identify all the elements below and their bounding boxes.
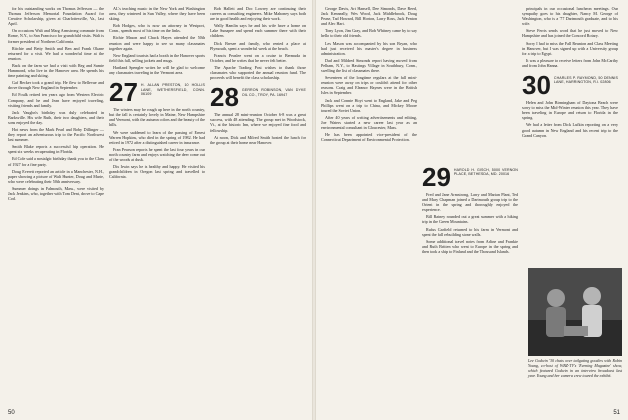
paragraph: He has been appointed vice-president of the Connecticut Department of Environmental Protection. [321,132,417,143]
paragraph: Rufus Garfield returned to his farm in Vermont and spent the fall rebuilding stone walls. [422,226,518,237]
paragraph: The winters may be rough up here in the north country, but the fall is certainly lovely in Maine, New Hampshire and Vermont, with the autumn colors and the beauty of the hills. [109,107,205,128]
paragraph: Some additional travel notes from Arline and Frankie and Ruth Britten who went to Europe in the spring and then took a ship to Finland and the Thousand Islands. [422,238,518,254]
paragraph: AL's teaching music in the New York and Washington area, they wintered in Sun Valley, where they have been skiing. [109,6,205,22]
paragraph: Hartland Spengler writes he will be glad to welcome any classmates traveling in the Vermont area. [109,64,205,76]
page-number: 50 [8,410,15,416]
right-page [315,0,628,420]
paragraph: Bob Hallett and Doc Lowrey are continuing their careers as consulting engineers. Mike Mahoney says both are in good health and enjoying their work. [210,6,306,22]
photo-caption: Lee Godwin '30 chats over tailgating goodies with Robin Young, co-host of WBZ-TV's 'Evening Magazine' show, which featured Godwin in an interview broadcast last year. Young and her camera crew toured the exhibit. [528,358,622,378]
class-30-header [522,70,618,101]
paragraph: Hot news from the Mark Pearl and Boby Dillinger — they report an adventurous trip to the Pacific Northwest last summer. [8,126,104,143]
class-28-header [210,82,306,113]
paragraph: Seventeen of the longtime regulars at the fall mini-reunion were away on trips or couldn't attend for other reasons. Craig and Eleanor Haynes were in the British Isles in September. [321,75,417,96]
photo-illustration [528,268,622,356]
paragraph: We were saddened to learn of the passing of Ernest Warren Hopkins, who died in the spring of 1982. He had retired in 1972 after a distinguished career in insurance. [109,129,205,145]
paragraph: for his outstanding works on Thomas Jefferson — the Thomas Jefferson Memorial Foundation Award for Creative Scholarship, given at Charlottesville, Va., last April. [8,6,104,27]
paragraph: Ed Foulk retired ten years ago from Western Electric Company, and he and Jean have enjoyed traveling, visiting friends and family. [8,92,104,108]
reunion-photo [528,268,622,356]
paragraph: We had a letter from Dick Lufkin reporting on a very good autumn in New England and his recent trip to the Grand Canyon. [522,122,618,138]
paragraph: Wally Hamlin says he and his wife have a home on Lake Sunapee and spend each summer there with their children. [210,23,306,39]
paragraph: Bob Hodges, who is now an attorney in Westport, Conn., spends most of his time on the links. [109,23,205,34]
paragraph: Ritchie and Betty Smith and Ben and Frank Okane returned for a visit. We had a wonderful time at the reunion. [8,45,104,61]
paragraph: Jack and Connie Hoyt went to England, Jake and Peg Phillips went on a trip to China, and Mickey Moore toured the Soviet Union. [321,97,417,113]
class-year: 28 [210,82,239,113]
class-secretary: H. ALLAN PRESTON, 10 HOLLIS LANE, WETHERSFIELD, CONN. 06109 [140,83,205,96]
paragraph: Dix Irwin says he is healthy and happy. He visited his grandchildren in Oregon last spring and travelled to California. [109,164,205,180]
paragraph: The Apache Trading Post wishes to thank those classmates who supported the annual reunion fund. The proceeds will benefit the class scholarship. [210,64,306,81]
left-col-2 [109,6,205,404]
paragraph: On occasions Walt and Marg Armstrong commute from Rome, N.Y., to San Francisco for grandchild visits. Walt is former president of Northern California. [8,28,104,44]
paragraph: Jack Vaughn's birthday was duly celebrated in Barksville. His wife Ruth, their two daughters, and their sons enjoyed the day. [8,109,104,125]
paragraph: Fred and Jane Armstrong, Larry and Marian Plant, Ted and Mary Chapman joined a Dartmouth group trip to the Orient in the spring and thoroughly enjoyed the experience. [422,192,518,213]
paragraph: It was a pleasure to receive letters from John McCarthy and from John Hanna. [522,57,618,68]
paragraph: Francis Peaslee went on a cruise to Bermuda in October, and he writes that he never felt better. [210,52,306,63]
paragraph: principals in our occasional luncheon meetings. Our sympathy goes to his daughter, Nancy M. George of Washington, who is a '77 Dartmouth graduate, and to his wife. [522,6,618,27]
class-secretary: HAROLD H. GISCH, 5000 VERNON PLACE, BETHESDA, MD. 20016 [453,168,518,177]
paragraph: Summer doings in Falmouth, Mass., were visited by Jack Jenkins, who, together with Tom Dent, drove to Cape Cod. [8,185,104,202]
class-year: 27 [109,77,138,108]
paragraph: Dad and Mildred Simonds report having moved from Pelham, N.Y., to Hastings Village in Southbury, Conn., swelling the list of classmates there. [321,57,417,74]
page-number: 51 [613,410,620,416]
paragraph: After 40 years of writing advertisements and editing, Joe Waters started a new career last year as an environmental consultant in Gloucester, Mass. [321,114,417,130]
paragraph: Smith Blake reports a successful hip operation. He spent six weeks recuperating in Florida. [8,144,104,155]
paragraph: At noon, Dick and Milred Smith hosted the lunch for the group at their home near Hanover. [210,134,306,145]
class-year: 29 [422,162,451,192]
class-year: 30 [522,70,551,101]
paragraph: Gaf Becker took a grand trip. He flew to Bellevue and drove through New England in September. [8,80,104,91]
right-col-2 [422,6,518,404]
paragraph: Tony Lyon, Jim Gray, and Bob Whitney came by to say hello to their old friends. [321,28,417,39]
paragraph: Les Mason was accompanied by his son Bryan, who had just received his master's degree in business administration. [321,40,417,56]
paragraph: Back on the farm we had a visit with Reg and Sumie Hammond, who live in the Hanover area. He spends his time painting and skiing. [8,62,104,79]
left-col-3 [210,6,306,404]
paragraph: Sorry I had to miss the Fall Reunion and Class Meeting in Hanover, but I was signed up with a University group for a trip to Egypt. [522,40,618,56]
right-col-1 [321,6,417,404]
paragraph: Helen and John Birmingham of Daytona Beach were sorry to miss the Mid-Winter reunion this year. They have been traveling in Europe and return to Florida in the spring. [522,100,618,121]
left-col-1 [8,6,104,404]
right-col-3 [522,6,618,264]
paragraph: Richie Mason and Chuck Hayes attended the 50th reunion and were happy to see so many classmates together again. [109,35,205,51]
paragraph: New England tourists had a booth in the Hanover sports field this fall, selling jackets and mugs. [109,52,205,63]
paragraph: Bill Rainey rounded out a great summer with a hiking trip in the Green Mountains. [422,214,518,225]
left-page [0,0,313,420]
class-secretary: GERRON ROBINSON, VAN DYKE OIL CO., TROY, PA. 16947 [241,88,306,97]
class-27-header [109,77,205,108]
paragraph: Dick Bresee and family, who rented a place at Plymouth, spent a wonderful week at the beach. [210,40,306,51]
paragraph: Steve Ferris sends word that he just moved to New Hampshire and has joined the Concord Rotary. [522,28,618,39]
class-secretary: CHARLES P. RAYMOND, 50 DENNIS LANE, HARRINGTON, R.I. 02806 [553,76,618,85]
paragraph: Ed Cole said a nostalgic birthday thank you to the Class of 1927 for a fine party. [8,156,104,167]
class-29-header [422,162,518,192]
paragraph: George Davis, Art Hansell, Dee Simonds, Dave Reed, Jack Kenneally, Wes Wood, Jack Middlebrook, Doug Pease, Tad Howard, Bill Horton, Larry Ross, Jack Fenton and Alec Hart. [321,6,417,27]
paragraph: Doug Everett reported an article in a Manchester, N.H., paper showing a picture of Walt Hunter, Doug and Marie, who were celebrating their 50th anniversary. [8,168,104,184]
paragraph: The annual 28 mini-reunion October 6-8 was a great success, with 48 attending. The group met in Woodstock, Vt., at the historic Inn, where we enjoyed fine food and fellowship. [210,112,306,133]
paragraph: Fran Pearson reports he spent the last four years in our north country farm and enjoys watching the deer come out of the woods at dusk. [109,146,205,162]
